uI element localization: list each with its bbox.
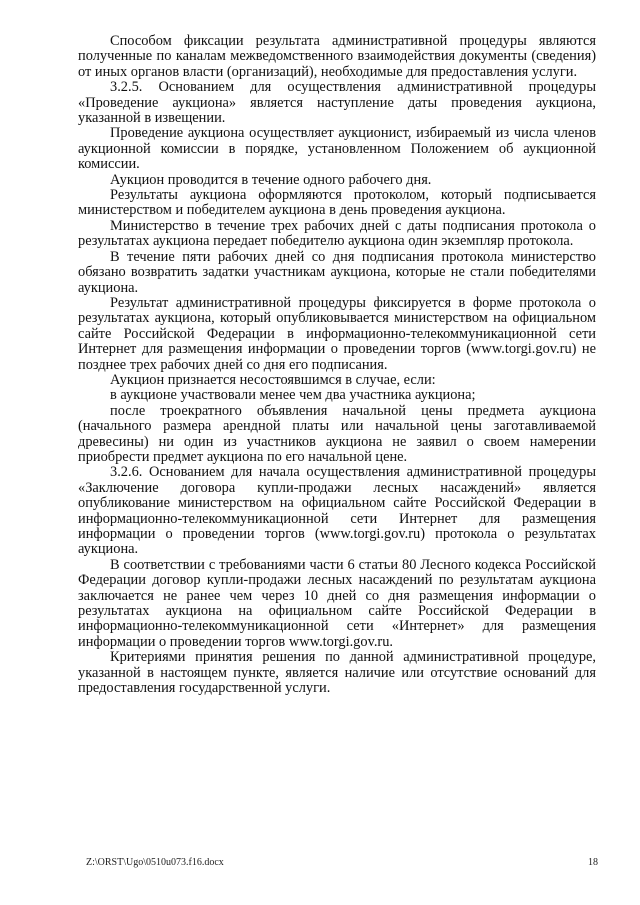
paragraph: Проведение аукциона осуществляет аукционист, избираемый из числа членов аукционной комиссии в порядке, установленном Положением об аукционной комиссии. <box>78 125 596 173</box>
paragraph: Аукцион проводится в течение одного рабочего дня. <box>110 171 432 188</box>
paragraph: Министерство в течение трех рабочих дней с даты подписания протокола о результатах аукциона передает победителю аукциона один экземпляр протокола. <box>78 217 596 250</box>
paragraph: в аукционе участвовали менее чем два участника аукциона; <box>110 387 476 404</box>
document-body <box>78 34 596 696</box>
page-number: 18 <box>588 857 598 868</box>
paragraph: Критериями принятия решения по данной административной процедуре, указанной в настоящем пункте, является наличие или отсутствие оснований для предоставления государственной услуги. <box>78 649 596 697</box>
paragraph: В соответствии с требованиями части 6 статьи 80 Лесного кодекса Российской Федерации договор купли-продажи лесных насаждений по результатам аукциона заключается не ранее чем через 10 дней со дня размещения информации о результатах аукциона на официальном сайте Российской Федерации в информационно-телекоммуникационной сети «Интернет» для размещения информации о проведении торгов www.torgi.gov.ru. <box>78 556 596 650</box>
paragraph: 3.2.5. Основанием для осуществления административной процедуры «Проведение аукциона» является наступление даты проведения аукциона, указанной в извещении. <box>78 79 596 127</box>
footer-file-path: Z:\ORST\Ugo\0510u073.f16.docx <box>86 857 224 868</box>
paragraph: Аукцион признается несостоявшимся в случае, если: <box>110 371 436 388</box>
paragraph: В течение пяти рабочих дней со дня подписания протокола министерство обязано возвратить задатки участникам аукциона, которые не стали победителями аукциона. <box>78 248 596 296</box>
paragraph: 3.2.6. Основанием для начала осуществления административной процедуры «Заключение договора купли-продажи лесных насаждений» является опубликование министерством на официальном сайте Российской Федерации в информационно-телекоммуникационной сети Интернет для размещения информации о проведении торгов (www.torgi.gov.ru) протокола о результатах аукциона. <box>78 464 596 558</box>
paragraph: Результаты аукциона оформляются протоколом, который подписывается министерством и победителем аукциона в день проведения аукциона. <box>78 187 596 219</box>
paragraph: Результат административной процедуры фиксируется в форме протокола о результатах аукциона, который опубликовывается министерством на официальном сайте Российской Федерации в информационно-телекоммуникационной сети Интернет для размещения информации о проведении торгов (www.torgi.gov.ru) не позднее трех рабочих дней со дня его подписания. <box>78 294 596 373</box>
paragraph: после троекратного объявления начальной цены предмета аукциона (начального размера арендной платы или начальной цены заготавливаемой древесины) ни один из участников аукциона не заявил о своем намерении приобрести предмет аукциона по его начальной цене. <box>78 402 596 465</box>
paragraph: Способом фиксации результата административной процедуры являются полученные по каналам межведомственного взаимодействия документы (сведения) от иных органов власти (организаций), необходимые для предоставления услуги. <box>78 33 596 80</box>
